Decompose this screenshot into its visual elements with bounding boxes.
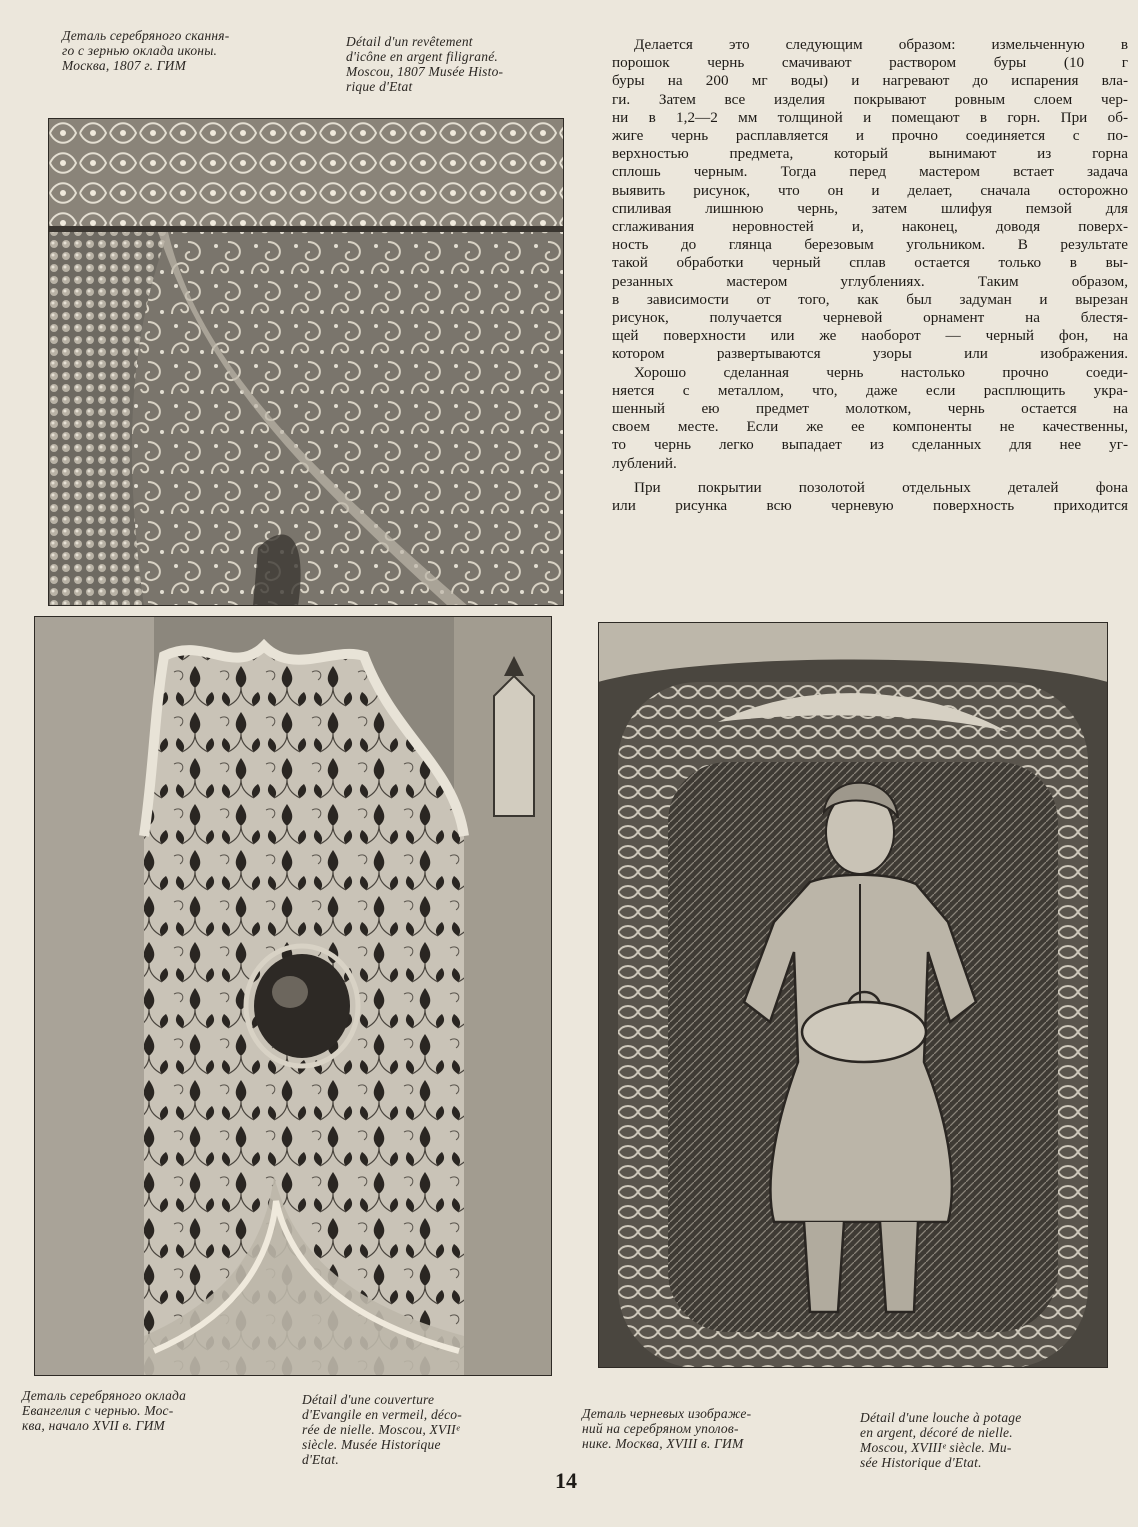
- caption-line: Деталь серебряного скання-: [62, 28, 230, 43]
- text-line: верхностью предмета, который вынимают из горна: [612, 145, 1128, 163]
- text-line: ни в 1,2—2 мм толщиной и помещают в горн. При об-: [612, 108, 1128, 126]
- text-line: рисунок, получается черневой орнамент на блестя-: [612, 309, 1128, 327]
- text-line: резанных мастером углублениях. Таким образом,: [612, 272, 1128, 290]
- caption-bottom-left-ru: [22, 1388, 186, 1433]
- caption-line: ний на серебряном уполов-: [582, 1421, 739, 1436]
- text-line: Делается это следующим образом: измельченную в: [634, 36, 1128, 53]
- text-line: своем месте. Если же ее компоненты не качественны,: [612, 418, 1128, 436]
- text-line: жиге чернь расплавляется и прочно соединяется с по-: [612, 127, 1128, 145]
- photo-niello-ladle-figure: [598, 622, 1108, 1368]
- paragraph-2: [612, 364, 1128, 473]
- caption-line: ква, начало XVII в. ГИМ: [22, 1418, 165, 1433]
- text-line: Хорошо сделанная чернь настолько прочно соеди-: [634, 363, 1128, 381]
- photo-filigree-icon-cover: [48, 118, 564, 606]
- caption-line: Москва, 1807 г. ГИМ: [62, 58, 187, 73]
- text-line: в зависимости от того, как был задуман и вырезан: [612, 290, 1128, 308]
- caption-line: Деталь серебряного оклада: [22, 1388, 187, 1403]
- caption-line: го с зернью оклада иконы.: [62, 43, 218, 58]
- caption-top-ru: [62, 28, 229, 73]
- text-line: или рисунка всю черневую поверхность приходится: [612, 497, 1128, 515]
- caption-top-fr: [346, 34, 503, 94]
- caption-line: Moscou, XVIIIᵉ siècle. Mu-: [860, 1440, 1012, 1455]
- text-line: котором развертываются узоры или изображения.: [612, 345, 1128, 363]
- caption-line: en argent, décoré de nielle.: [860, 1425, 1013, 1440]
- text-line: шенный ею предмет молотком, чернь остается на: [612, 400, 1128, 418]
- caption-bottom-right-fr: [860, 1410, 1021, 1470]
- body-text: [612, 36, 1128, 515]
- caption-line: Détail d'une louche à potage: [860, 1410, 1022, 1425]
- caption-line: Moscou, 1807 Musée Histo-: [346, 64, 504, 79]
- caption-bottom-right-ru: [582, 1406, 751, 1451]
- text-line: лублений.: [612, 454, 677, 472]
- caption-line: Евангелия с чернью. Мос-: [22, 1403, 174, 1418]
- caption-line: Деталь черневых изображе-: [582, 1406, 752, 1421]
- text-line: сплошь черным. Тогда перед мастером встает задача: [612, 163, 1128, 181]
- text-line: спиливая лишнюю чернь, затем шлифуя пемзой для: [612, 199, 1128, 217]
- caption-bottom-left-fr: [302, 1392, 462, 1467]
- caption-line: Détail d'une couverture: [302, 1392, 435, 1407]
- text-line: няется с металлом, что, даже если расплющить укра-: [612, 381, 1128, 399]
- text-line: ги. Затем все изделия покрывают ровным слоем чер-: [612, 90, 1128, 108]
- caption-line: Détail d'un revêtement: [346, 34, 473, 49]
- text-line: буры на 200 мг воды) и нагревают до испарения вла-: [612, 72, 1128, 90]
- caption-line: нике. Москва, XVIII в. ГИМ: [582, 1436, 744, 1451]
- page-number: 14: [555, 1468, 577, 1493]
- photo-gospel-cover-niello: [34, 616, 552, 1376]
- text-line: сглаживания неровностей и, наконец, доводя поверх-: [612, 218, 1128, 236]
- text-line: При покрытии позолотой отдельных деталей фона: [634, 478, 1128, 496]
- caption-line: d'Evangile en vermeil, déco-: [302, 1407, 462, 1422]
- text-line: выявить рисунок, что он и делает, сначала осторожно: [612, 181, 1128, 199]
- text-line: то чернь легко выпадает из сделанных для нее уг-: [612, 436, 1128, 454]
- caption-line: d'icône en argent filigrané.: [346, 49, 498, 64]
- caption-line: d'Etat.: [302, 1452, 339, 1467]
- caption-line: rée de nielle. Moscou, XVIIᵉ: [302, 1422, 460, 1437]
- text-line: порошок чернь смачивают раствором буры (10 г: [612, 54, 1128, 72]
- caption-line: siècle. Musée Historique: [302, 1437, 441, 1452]
- paragraph-3: [612, 479, 1128, 515]
- text-line: ность до глянца березовым угольником. В результате: [612, 236, 1128, 254]
- text-line: такой обработки черный сплав остается только в вы-: [612, 254, 1128, 272]
- caption-line: sée Historique d'Etat.: [860, 1455, 982, 1470]
- caption-line: rique d'Etat: [346, 79, 413, 94]
- paragraph-1: [612, 36, 1128, 364]
- text-line: щей поверхности или же наоборот — черный фон, на: [612, 327, 1128, 345]
